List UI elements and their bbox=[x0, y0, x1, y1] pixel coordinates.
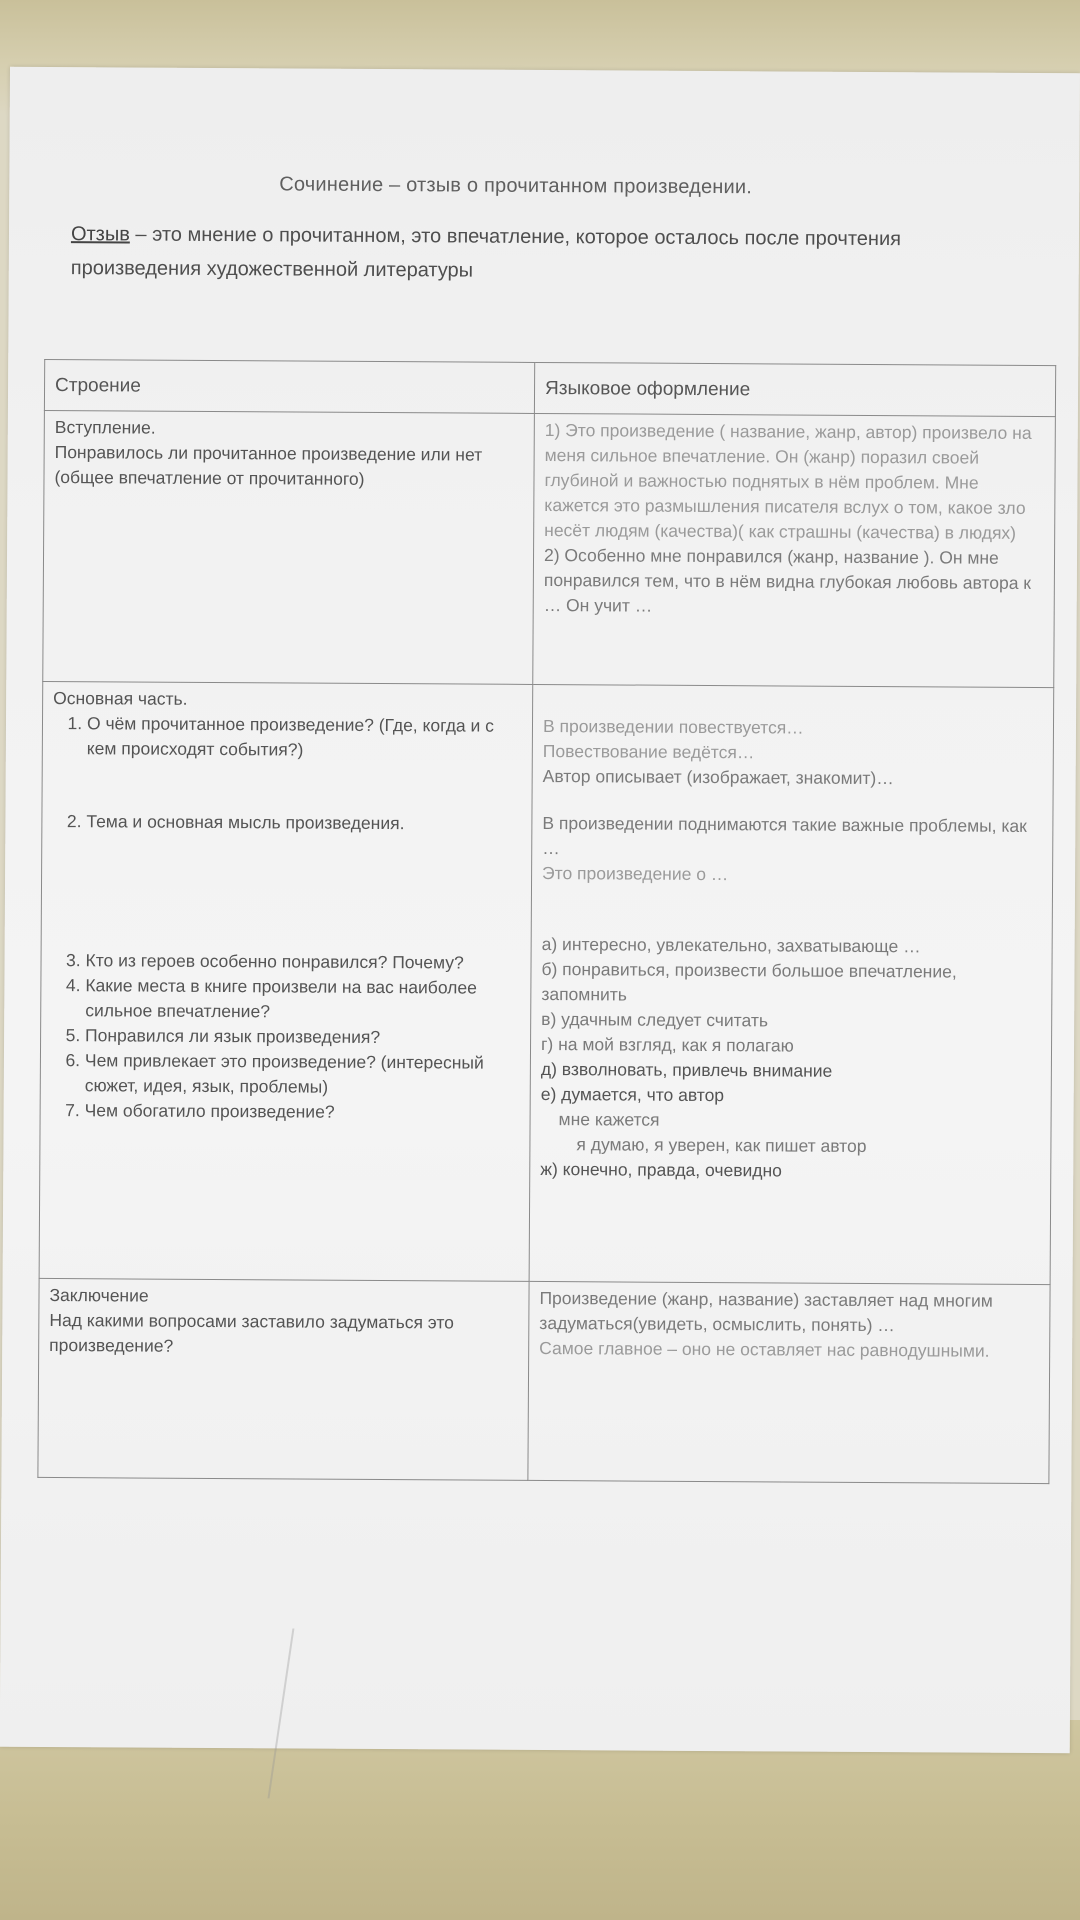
main-lang-zh: ж) конечно, правда, очевидно bbox=[540, 1158, 782, 1181]
main-lang-1a: В произведении повествуется… bbox=[542, 716, 804, 738]
intro-language-cell bbox=[533, 413, 1056, 687]
main-lang-e: е) думается, что автор bbox=[540, 1083, 725, 1106]
main-lang-g: г) на мой взгляд, как я полагаю bbox=[540, 1033, 794, 1056]
conclusion-language-1: Произведение (жанр, название) заставляет над многим задуматься(увидеть, осмыслить, понять) … bbox=[539, 1287, 993, 1336]
table-row-intro bbox=[43, 410, 1056, 687]
table-row-main bbox=[39, 681, 1054, 1284]
intro-language-1: 1) Это произведение ( название, жанр, автор) произвело на меня сильное впечатление. Он (жанр) поразил своей глубиной и важностью поднятых в нём проблем. Мне кажется это размышления писателя вслух о том, какое зло несёт людям (качества)( как страшны (качества) в людях) bbox=[544, 420, 1032, 543]
conclusion-heading: Заключение bbox=[49, 1284, 149, 1306]
header-language: Языковое оформление bbox=[534, 362, 1055, 416]
definition-text: – это мнение о прочитанном, это впечатление, которое осталось после прочтения произведения художественной литературы bbox=[70, 223, 902, 282]
table-header-row bbox=[44, 359, 1055, 416]
main-structure-cell bbox=[39, 681, 533, 1281]
conclusion-question: Над какими вопросами заставило задуматься это произведение? bbox=[49, 1309, 455, 1356]
main-heading: Основная часть. bbox=[53, 688, 188, 709]
document-title: Сочинение – отзыв о прочитанном произведении. bbox=[279, 173, 753, 199]
main-language-cell bbox=[529, 684, 1054, 1284]
main-question-3: 3. Кто из героев особенно понравился? Почему? bbox=[85, 948, 520, 976]
intro-structure-cell bbox=[43, 410, 535, 684]
intro-heading: Вступление. bbox=[54, 417, 156, 438]
header-structure: Строение bbox=[44, 359, 534, 413]
main-lang-e3: я думаю, я уверен, как пишет автор bbox=[576, 1134, 867, 1156]
table-row-conclusion bbox=[38, 1278, 1050, 1483]
main-question-6: 6. Чем привлекает это произведение? (интересный сюжет, идея, язык, проблемы) bbox=[85, 1048, 520, 1101]
conclusion-language-cell bbox=[528, 1281, 1050, 1483]
conclusion-language-2: Самое главное – оно не оставляет нас равнодушными. bbox=[539, 1337, 990, 1361]
main-lang-a: а) интересно, увлекательно, захватывающе … bbox=[541, 933, 921, 957]
main-question-1: 1. О чём прочитанное произведение? (Где, когда и с кем происходят события?) bbox=[87, 711, 522, 764]
intro-question: Понравилось ли прочитанное произведение или нет (общее впечатление от прочитанного) bbox=[54, 442, 483, 489]
intro-language-2: 2) Особенно мне понравился (жанр, название ). Он мне понравился тем, что в нём видна глубокая любовь автора к … Он учит … bbox=[543, 545, 1032, 616]
main-question-2: 2. Тема и основная мысль произведения. bbox=[86, 809, 521, 837]
main-lang-2b: Это произведение о … bbox=[542, 862, 729, 885]
main-lang-v: в) удачным следует считать bbox=[541, 1008, 769, 1031]
paper-sheet bbox=[0, 67, 1080, 1754]
conclusion-structure-cell bbox=[38, 1278, 529, 1480]
main-question-4: 4. Какие места в книге произвели на вас наиболее сильное впечатление? bbox=[85, 973, 520, 1026]
main-lang-1c: Автор описывает (изображает, знакомит)… bbox=[542, 765, 894, 789]
main-questions-list bbox=[51, 711, 523, 1126]
main-question-7: 7. Чем обогатило произведение? bbox=[85, 1098, 520, 1126]
main-lang-1b: Повествование ведётся… bbox=[542, 740, 755, 763]
review-structure-table bbox=[37, 359, 1056, 1484]
definition bbox=[71, 217, 971, 290]
main-lang-2a: В произведении поднимаются такие важные проблемы, как … bbox=[542, 812, 1027, 859]
main-question-5: 5. Понравился ли язык произведения? bbox=[85, 1023, 520, 1051]
main-lang-d: д) взволновать, привлечь внимание bbox=[540, 1058, 833, 1081]
main-lang-b: б) понравиться, произвести большое впечатление, запомнить bbox=[541, 958, 957, 1005]
definition-term: Отзыв bbox=[70, 223, 130, 246]
main-lang-e2: мне кажется bbox=[558, 1109, 660, 1130]
